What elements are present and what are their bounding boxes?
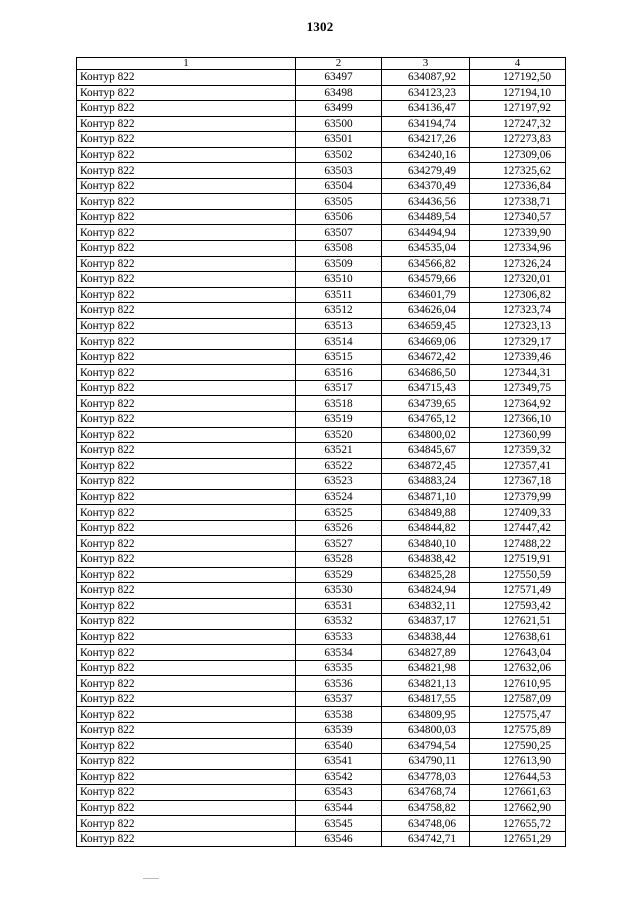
- point-number-cell: 63505: [296, 194, 382, 210]
- contour-name-cell: Контур 822: [77, 225, 296, 241]
- x-coordinate-cell: 634739,65: [382, 396, 470, 412]
- table-row: [77, 132, 566, 148]
- coordinates-table: [76, 57, 566, 847]
- point-number-cell: 63541: [296, 754, 382, 770]
- x-coordinate-cell: 634579,66: [382, 272, 470, 288]
- x-coordinate-cell: 634742,71: [382, 831, 470, 847]
- point-number-cell: 63514: [296, 334, 382, 350]
- y-coordinate-cell: 127519,91: [470, 551, 566, 567]
- point-number-cell: 63533: [296, 629, 382, 645]
- y-coordinate-cell: 127359,32: [470, 443, 566, 459]
- point-number-cell: 63497: [296, 70, 382, 86]
- y-coordinate-cell: 127575,47: [470, 707, 566, 723]
- y-coordinate-cell: 127590,25: [470, 738, 566, 754]
- point-number-cell: 63507: [296, 225, 382, 241]
- y-coordinate-cell: 127488,22: [470, 536, 566, 552]
- point-number-cell: 63526: [296, 520, 382, 536]
- table-row: [77, 520, 566, 536]
- y-coordinate-cell: 127621,51: [470, 614, 566, 630]
- point-number-cell: 63546: [296, 831, 382, 847]
- y-coordinate-cell: 127571,49: [470, 583, 566, 599]
- x-coordinate-cell: 634240,16: [382, 147, 470, 163]
- contour-name-cell: Контур 822: [77, 645, 296, 661]
- contour-name-cell: Контур 822: [77, 707, 296, 723]
- x-coordinate-cell: 634686,50: [382, 365, 470, 381]
- x-coordinate-cell: 634748,06: [382, 816, 470, 832]
- contour-name-cell: Контур 822: [77, 629, 296, 645]
- contour-name-cell: Контур 822: [77, 318, 296, 334]
- y-coordinate-cell: 127306,82: [470, 287, 566, 303]
- y-coordinate-cell: 127575,89: [470, 722, 566, 738]
- x-coordinate-cell: 634824,94: [382, 583, 470, 599]
- x-coordinate-cell: 634827,89: [382, 645, 470, 661]
- x-coordinate-cell: 634672,42: [382, 349, 470, 365]
- contour-name-cell: Контур 822: [77, 489, 296, 505]
- table-row: [77, 194, 566, 210]
- y-coordinate-cell: 127447,42: [470, 520, 566, 536]
- table-row: [77, 785, 566, 801]
- y-coordinate-cell: 127326,24: [470, 256, 566, 272]
- x-coordinate-cell: 634194,74: [382, 116, 470, 132]
- contour-name-cell: Контур 822: [77, 365, 296, 381]
- contour-name-cell: Контур 822: [77, 303, 296, 319]
- table-row: [77, 489, 566, 505]
- point-number-cell: 63524: [296, 489, 382, 505]
- contour-name-cell: Контур 822: [77, 334, 296, 350]
- y-coordinate-cell: 127632,06: [470, 660, 566, 676]
- contour-name-cell: Контур 822: [77, 70, 296, 86]
- x-coordinate-cell: 634123,23: [382, 85, 470, 101]
- contour-name-cell: Контур 822: [77, 583, 296, 599]
- column-header-3: 3: [382, 58, 470, 70]
- x-coordinate-cell: 634758,82: [382, 800, 470, 816]
- point-number-cell: 63527: [296, 536, 382, 552]
- point-number-cell: 63531: [296, 598, 382, 614]
- page-number: 1302: [306, 19, 334, 34]
- contour-name-cell: Контур 822: [77, 427, 296, 443]
- point-number-cell: 63498: [296, 85, 382, 101]
- x-coordinate-cell: 634566,82: [382, 256, 470, 272]
- point-number-cell: 63528: [296, 551, 382, 567]
- contour-name-cell: Контур 822: [77, 147, 296, 163]
- table-row: [77, 303, 566, 319]
- x-coordinate-cell: 634883,24: [382, 474, 470, 490]
- contour-name-cell: Контур 822: [77, 505, 296, 521]
- header-row: [77, 58, 566, 70]
- contour-name-cell: Контур 822: [77, 349, 296, 365]
- table-row: [77, 241, 566, 257]
- point-number-cell: 63502: [296, 147, 382, 163]
- x-coordinate-cell: 634659,45: [382, 318, 470, 334]
- contour-name-cell: Контур 822: [77, 256, 296, 272]
- y-coordinate-cell: 127329,17: [470, 334, 566, 350]
- x-coordinate-cell: 634844,82: [382, 520, 470, 536]
- point-number-cell: 63520: [296, 427, 382, 443]
- point-number-cell: 63503: [296, 163, 382, 179]
- table-row: [77, 474, 566, 490]
- table-row: [77, 334, 566, 350]
- x-coordinate-cell: 634494,94: [382, 225, 470, 241]
- x-coordinate-cell: 634087,92: [382, 70, 470, 86]
- x-coordinate-cell: 634489,54: [382, 209, 470, 225]
- point-number-cell: 63515: [296, 349, 382, 365]
- contour-name-cell: Контур 822: [77, 209, 296, 225]
- contour-name-cell: Контур 822: [77, 660, 296, 676]
- y-coordinate-cell: 127651,29: [470, 831, 566, 847]
- table-row: [77, 676, 566, 692]
- table-row: [77, 412, 566, 428]
- point-number-cell: 63512: [296, 303, 382, 319]
- contour-name-cell: Контур 822: [77, 769, 296, 785]
- point-number-cell: 63525: [296, 505, 382, 521]
- contour-name-cell: Контур 822: [77, 194, 296, 210]
- table-row: [77, 101, 566, 117]
- table-row: [77, 443, 566, 459]
- y-coordinate-cell: 127593,42: [470, 598, 566, 614]
- y-coordinate-cell: 127644,53: [470, 769, 566, 785]
- table-row: [77, 660, 566, 676]
- contour-name-cell: Контур 822: [77, 536, 296, 552]
- y-coordinate-cell: 127344,31: [470, 365, 566, 381]
- x-coordinate-cell: 634790,11: [382, 754, 470, 770]
- x-coordinate-cell: 634832,11: [382, 598, 470, 614]
- contour-name-cell: Контур 822: [77, 474, 296, 490]
- x-coordinate-cell: 634535,04: [382, 241, 470, 257]
- y-coordinate-cell: 127364,92: [470, 396, 566, 412]
- x-coordinate-cell: 634845,67: [382, 443, 470, 459]
- y-coordinate-cell: 127613,90: [470, 754, 566, 770]
- x-coordinate-cell: 634765,12: [382, 412, 470, 428]
- table-body: [77, 70, 566, 847]
- x-coordinate-cell: 634838,44: [382, 629, 470, 645]
- y-coordinate-cell: 127334,96: [470, 241, 566, 257]
- contour-name-cell: Контур 822: [77, 598, 296, 614]
- contour-name-cell: Контур 822: [77, 241, 296, 257]
- table-row: [77, 754, 566, 770]
- x-coordinate-cell: 634872,45: [382, 458, 470, 474]
- x-coordinate-cell: 634217,26: [382, 132, 470, 148]
- contour-name-cell: Контур 822: [77, 520, 296, 536]
- y-coordinate-cell: 127367,18: [470, 474, 566, 490]
- x-coordinate-cell: 634669,06: [382, 334, 470, 350]
- x-coordinate-cell: 634825,28: [382, 567, 470, 583]
- x-coordinate-cell: 634840,10: [382, 536, 470, 552]
- point-number-cell: 63532: [296, 614, 382, 630]
- table-row: [77, 816, 566, 832]
- y-coordinate-cell: 127357,41: [470, 458, 566, 474]
- point-number-cell: 63529: [296, 567, 382, 583]
- point-number-cell: 63542: [296, 769, 382, 785]
- column-header-2: 2: [296, 58, 382, 70]
- contour-name-cell: Контур 822: [77, 116, 296, 132]
- table-row: [77, 598, 566, 614]
- x-coordinate-cell: 634778,03: [382, 769, 470, 785]
- point-number-cell: 63540: [296, 738, 382, 754]
- y-coordinate-cell: 127550,59: [470, 567, 566, 583]
- y-coordinate-cell: 127197,92: [470, 101, 566, 117]
- table-row: [77, 225, 566, 241]
- x-coordinate-cell: 634849,88: [382, 505, 470, 521]
- table-row: [77, 70, 566, 86]
- y-coordinate-cell: 127379,99: [470, 489, 566, 505]
- scan-mark: [143, 878, 159, 879]
- table-row: [77, 163, 566, 179]
- contour-name-cell: Контур 822: [77, 163, 296, 179]
- y-coordinate-cell: 127409,33: [470, 505, 566, 521]
- table-row: [77, 116, 566, 132]
- table-row: [77, 800, 566, 816]
- y-coordinate-cell: 127247,32: [470, 116, 566, 132]
- y-coordinate-cell: 127661,63: [470, 785, 566, 801]
- x-coordinate-cell: 634871,10: [382, 489, 470, 505]
- table-row: [77, 256, 566, 272]
- table-row: [77, 458, 566, 474]
- x-coordinate-cell: 634768,74: [382, 785, 470, 801]
- x-coordinate-cell: 634370,49: [382, 178, 470, 194]
- x-coordinate-cell: 634838,42: [382, 551, 470, 567]
- contour-name-cell: Контур 822: [77, 178, 296, 194]
- contour-name-cell: Контур 822: [77, 380, 296, 396]
- point-number-cell: 63537: [296, 691, 382, 707]
- y-coordinate-cell: 127338,71: [470, 194, 566, 210]
- contour-name-cell: Контур 822: [77, 132, 296, 148]
- table-row: [77, 505, 566, 521]
- table-row: [77, 272, 566, 288]
- point-number-cell: 63530: [296, 583, 382, 599]
- table-row: [77, 365, 566, 381]
- table-row: [77, 147, 566, 163]
- y-coordinate-cell: 127309,06: [470, 147, 566, 163]
- y-coordinate-cell: 127638,61: [470, 629, 566, 645]
- table-row: [77, 769, 566, 785]
- y-coordinate-cell: 127610,95: [470, 676, 566, 692]
- point-number-cell: 63545: [296, 816, 382, 832]
- table-row: [77, 380, 566, 396]
- point-number-cell: 63517: [296, 380, 382, 396]
- contour-name-cell: Контур 822: [77, 551, 296, 567]
- point-number-cell: 63510: [296, 272, 382, 288]
- contour-name-cell: Контур 822: [77, 272, 296, 288]
- point-number-cell: 63504: [296, 178, 382, 194]
- table-row: [77, 209, 566, 225]
- x-coordinate-cell: 634279,49: [382, 163, 470, 179]
- contour-name-cell: Контур 822: [77, 785, 296, 801]
- x-coordinate-cell: 634601,79: [382, 287, 470, 303]
- table-row: [77, 707, 566, 723]
- y-coordinate-cell: 127643,04: [470, 645, 566, 661]
- table-row: [77, 691, 566, 707]
- contour-name-cell: Контур 822: [77, 676, 296, 692]
- x-coordinate-cell: 634800,02: [382, 427, 470, 443]
- table-row: [77, 583, 566, 599]
- contour-name-cell: Контур 822: [77, 443, 296, 459]
- contour-name-cell: Контур 822: [77, 816, 296, 832]
- x-coordinate-cell: 634794,54: [382, 738, 470, 754]
- point-number-cell: 63500: [296, 116, 382, 132]
- y-coordinate-cell: 127336,84: [470, 178, 566, 194]
- y-coordinate-cell: 127340,57: [470, 209, 566, 225]
- column-header-4: 4: [470, 58, 566, 70]
- contour-name-cell: Контур 822: [77, 738, 296, 754]
- point-number-cell: 63518: [296, 396, 382, 412]
- x-coordinate-cell: 634821,13: [382, 676, 470, 692]
- point-number-cell: 63538: [296, 707, 382, 723]
- y-coordinate-cell: 127349,75: [470, 380, 566, 396]
- contour-name-cell: Контур 822: [77, 722, 296, 738]
- table-row: [77, 722, 566, 738]
- x-coordinate-cell: 634136,47: [382, 101, 470, 117]
- point-number-cell: 63511: [296, 287, 382, 303]
- column-header-1: 1: [77, 58, 296, 70]
- contour-name-cell: Контур 822: [77, 396, 296, 412]
- table-row: [77, 287, 566, 303]
- table-row: [77, 831, 566, 847]
- point-number-cell: 63499: [296, 101, 382, 117]
- y-coordinate-cell: 127323,13: [470, 318, 566, 334]
- point-number-cell: 63535: [296, 660, 382, 676]
- table-row: [77, 645, 566, 661]
- table-row: [77, 318, 566, 334]
- table-row: [77, 551, 566, 567]
- contour-name-cell: Контур 822: [77, 412, 296, 428]
- contour-name-cell: Контур 822: [77, 287, 296, 303]
- y-coordinate-cell: 127339,90: [470, 225, 566, 241]
- y-coordinate-cell: 127273,83: [470, 132, 566, 148]
- point-number-cell: 63506: [296, 209, 382, 225]
- contour-name-cell: Контур 822: [77, 567, 296, 583]
- x-coordinate-cell: 634715,43: [382, 380, 470, 396]
- point-number-cell: 63516: [296, 365, 382, 381]
- y-coordinate-cell: 127192,50: [470, 70, 566, 86]
- point-number-cell: 63523: [296, 474, 382, 490]
- contour-name-cell: Контур 822: [77, 458, 296, 474]
- y-coordinate-cell: 127655,72: [470, 816, 566, 832]
- table-row: [77, 349, 566, 365]
- x-coordinate-cell: 634821,98: [382, 660, 470, 676]
- point-number-cell: 63543: [296, 785, 382, 801]
- table-row: [77, 614, 566, 630]
- contour-name-cell: Контур 822: [77, 85, 296, 101]
- point-number-cell: 63501: [296, 132, 382, 148]
- contour-name-cell: Контур 822: [77, 691, 296, 707]
- table-row: [77, 738, 566, 754]
- y-coordinate-cell: 127587,09: [470, 691, 566, 707]
- table-row: [77, 427, 566, 443]
- y-coordinate-cell: 127323,74: [470, 303, 566, 319]
- table-row: [77, 567, 566, 583]
- point-number-cell: 63513: [296, 318, 382, 334]
- table-row: [77, 629, 566, 645]
- point-number-cell: 63536: [296, 676, 382, 692]
- contour-name-cell: Контур 822: [77, 101, 296, 117]
- point-number-cell: 63508: [296, 241, 382, 257]
- x-coordinate-cell: 634800,03: [382, 722, 470, 738]
- table-row: [77, 396, 566, 412]
- y-coordinate-cell: 127320,01: [470, 272, 566, 288]
- point-number-cell: 63534: [296, 645, 382, 661]
- contour-name-cell: Контур 822: [77, 800, 296, 816]
- point-number-cell: 63519: [296, 412, 382, 428]
- table-row: [77, 178, 566, 194]
- y-coordinate-cell: 127194,10: [470, 85, 566, 101]
- table-header: [77, 58, 566, 70]
- x-coordinate-cell: 634817,55: [382, 691, 470, 707]
- y-coordinate-cell: 127366,10: [470, 412, 566, 428]
- table-row: [77, 536, 566, 552]
- point-number-cell: 63544: [296, 800, 382, 816]
- x-coordinate-cell: 634626,04: [382, 303, 470, 319]
- contour-name-cell: Контур 822: [77, 831, 296, 847]
- y-coordinate-cell: 127339,46: [470, 349, 566, 365]
- y-coordinate-cell: 127662,90: [470, 800, 566, 816]
- contour-name-cell: Контур 822: [77, 614, 296, 630]
- point-number-cell: 63521: [296, 443, 382, 459]
- point-number-cell: 63509: [296, 256, 382, 272]
- x-coordinate-cell: 634809,95: [382, 707, 470, 723]
- contour-name-cell: Контур 822: [77, 754, 296, 770]
- point-number-cell: 63539: [296, 722, 382, 738]
- table-row: [77, 85, 566, 101]
- x-coordinate-cell: 634837,17: [382, 614, 470, 630]
- y-coordinate-cell: 127325,62: [470, 163, 566, 179]
- point-number-cell: 63522: [296, 458, 382, 474]
- x-coordinate-cell: 634436,56: [382, 194, 470, 210]
- y-coordinate-cell: 127360,99: [470, 427, 566, 443]
